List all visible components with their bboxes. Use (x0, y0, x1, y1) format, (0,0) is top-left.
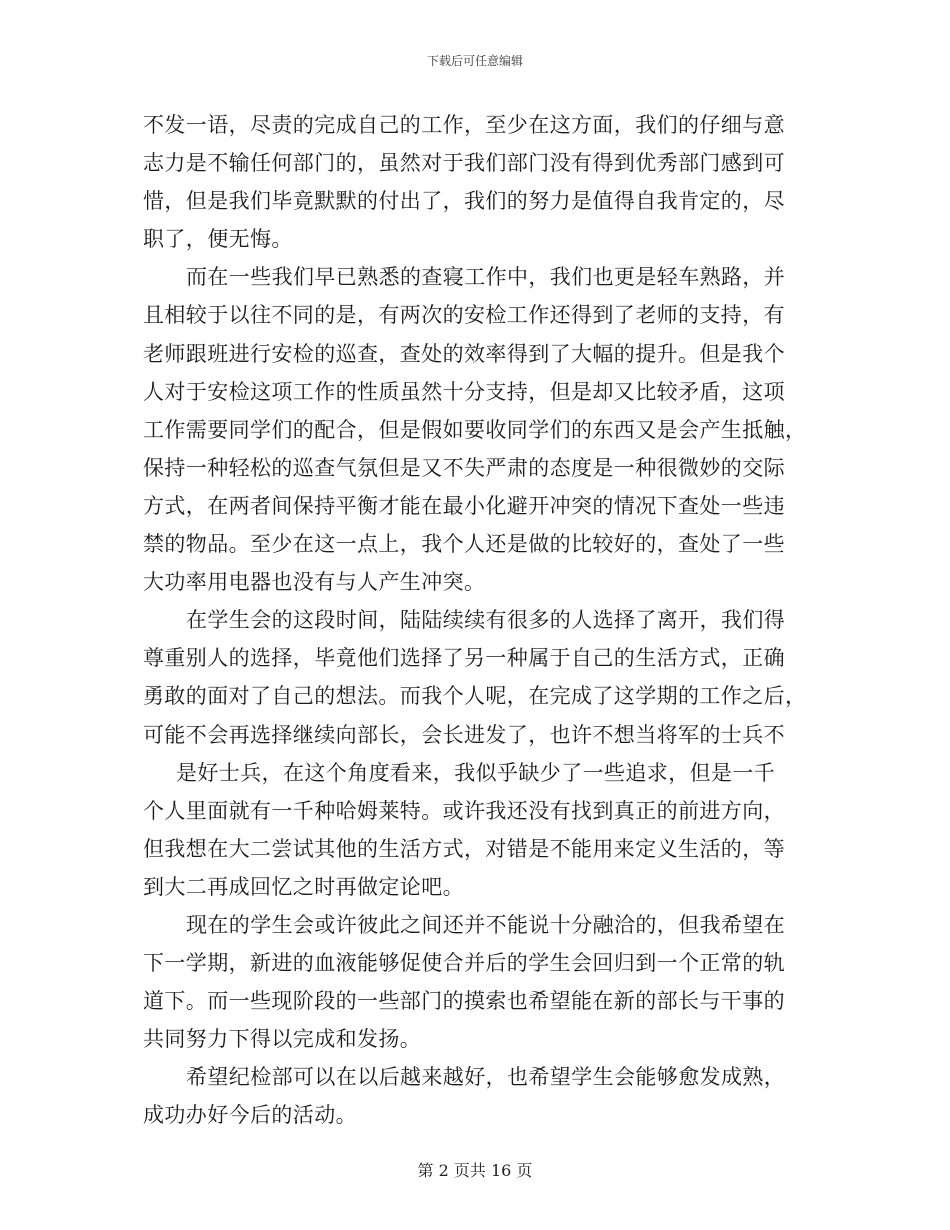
text-line: 大功率用电器也没有与人产生冲突。 (143, 570, 486, 595)
paragraph-start-line: 而在一些我们早已熟悉的查寝工作中，我们也更是轻车熟路，并 (186, 265, 786, 290)
text-line: 下一学期，新进的血液能够促使合并后的学生会回归到一个正常的轨 (143, 951, 785, 976)
text-line: 方式，在两者间保持平衡才能在最小化避开冲突的情况下查处一些违 (143, 493, 785, 518)
paragraph-start-line: 在学生会的这段时间，陆陆续续有很多的人选择了离开，我们得 (186, 608, 786, 633)
text-line: 勇敢的面对了自己的想法。而我个人呢，在完成了这学期的工作之后， (143, 684, 807, 709)
indented-line: 是好士兵，在这个角度看来，我似乎缺少了一些追求，但是一千 (176, 760, 776, 785)
text-line: 但我想在大二尝试其他的生活方式，对错是不能用来定义生活的，等 (143, 836, 785, 861)
text-line: 尊重别人的选择，毕竟他们选择了另一种属于自己的生活方式，正确 (143, 646, 785, 671)
text-line: 且相较于以往不同的是，有两次的安检工作还得到了老师的支持，有 (143, 303, 785, 328)
text-line: 惜，但是我们毕竟默默的付出了，我们的努力是值得自我肯定的，尽 (143, 189, 785, 214)
text-line: 个人里面就有一千种哈姆莱特。或许我还没有找到真正的前进方向， (143, 798, 785, 823)
text-line: 志力是不输任何部门的，虽然对于我们部门没有得到优秀部门感到可 (143, 151, 785, 176)
paragraph-start-line: 现在的学生会或许彼此之间还并不能说十分融洽的，但我希望在 (186, 912, 786, 937)
text-line: 工作需要同学们的配合，但是假如要收同学们的东西又是会产生抵触， (143, 417, 807, 442)
text-line: 保持一种轻松的巡查气氛但是又不失严肃的态度是一种很微妙的交际 (143, 455, 785, 480)
text-line: 老师跟班进行安检的巡查，查处的效率得到了大幅的提升。但是我个 (143, 341, 785, 366)
text-line: 共同努力下得以完成和发扬。 (143, 1027, 422, 1052)
paragraph-start-line: 希望纪检部可以在以后越来越好，也希望学生会能够愈发成熟， (186, 1065, 786, 1090)
text-line: 成功办好今后的活动。 (143, 1103, 357, 1128)
text-line: 不发一语，尽责的完成自己的工作，至少在这方面，我们的仔细与意 (143, 113, 785, 137)
page-number-footer: 第 2 页共 16 页 (417, 1161, 533, 1180)
text-line: 到大二再成回忆之时再做定论吧。 (143, 874, 464, 899)
page-header: 下载后可任意编辑 (426, 54, 523, 68)
text-line: 道下。而一些现阶段的一些部门的摸索也希望能在新的部长与干事的 (143, 989, 785, 1014)
text-line: 禁的物品。至少在这一点上，我个人还是做的比较好的，查处了一些 (143, 532, 785, 557)
text-line: 职了，便无悔。 (143, 227, 293, 252)
document-body (143, 106, 807, 1135)
text-line: 可能不会再选择继续向部长，会长进发了，也许不想当将军的士兵不 (143, 722, 785, 747)
text-line: 人对于安检这项工作的性质虽然十分支持，但是却又比较矛盾，这项 (143, 379, 785, 404)
